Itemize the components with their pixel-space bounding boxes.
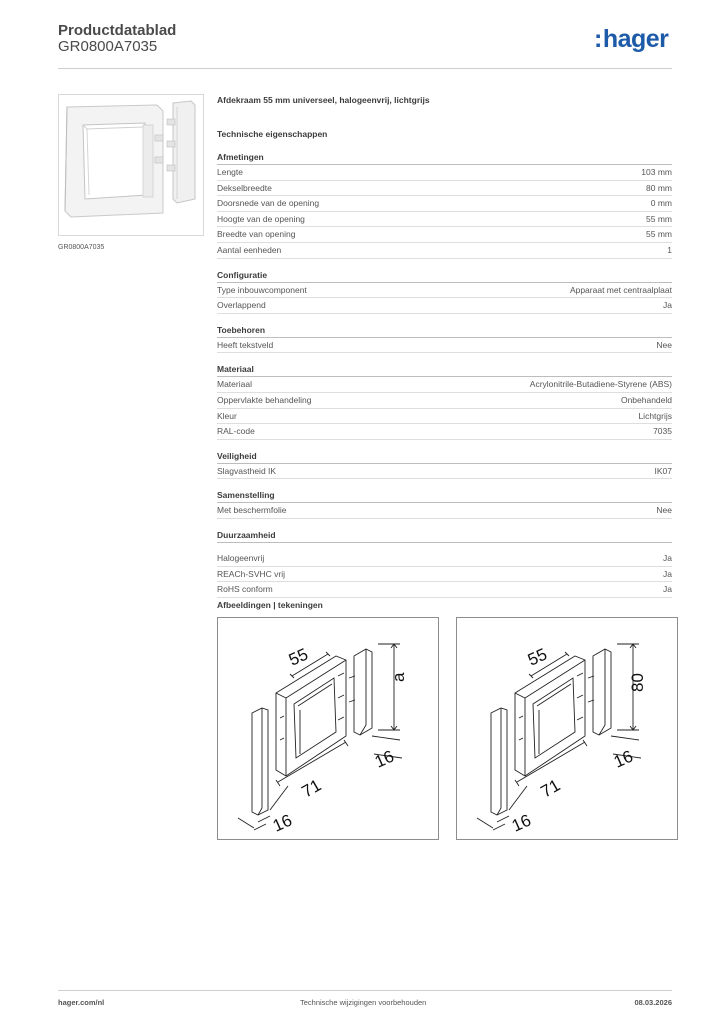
spec-label: RAL-code [217, 426, 255, 437]
spec-value: Lichtgrijs [638, 410, 672, 421]
spec-label: Materiaal [217, 379, 252, 390]
dimension-label: a [389, 672, 408, 682]
spec-row [217, 212, 672, 228]
spec-label: Kleur [217, 410, 237, 421]
spec-label: Type inbouwcomponent [217, 284, 307, 295]
dimension-label: 16 [508, 810, 534, 836]
spec-value: Nee [656, 339, 672, 350]
footer-divider [58, 990, 672, 991]
spec-value: 55 mm [646, 213, 672, 224]
section-materiaal [217, 363, 672, 439]
spec-label: Hoogte van de opening [217, 213, 305, 224]
spec-value: Ja [663, 568, 672, 579]
drawings-heading: Afbeeldingen | tekeningen [217, 600, 323, 610]
footer-date: 08.03.2026 [634, 998, 672, 1007]
frame-product-icon [59, 95, 203, 235]
spec-label: Overlappend [217, 300, 266, 311]
spec-value: Ja [663, 300, 672, 311]
spec-value: IK07 [654, 465, 672, 476]
spec-label: RoHS conform [217, 584, 273, 595]
section-toebehoren [217, 324, 672, 354]
footer-url[interactable]: hager.com/nl [58, 998, 105, 1007]
spec-label: Met beschermfolie [217, 505, 287, 516]
spec-label: Lengte [217, 167, 243, 177]
spec-label: Halogeenvrij [217, 552, 265, 563]
spec-value: 55 mm [646, 229, 672, 240]
spec-row [217, 227, 672, 243]
section-title: Materiaal [217, 363, 672, 377]
spec-label: Aantal eenheden [217, 244, 282, 255]
section-title: Duurzaamheid [217, 529, 672, 543]
spec-label: Slagvastheid IK [217, 465, 277, 476]
spec-label: Doorsnede van de opening [217, 198, 320, 209]
spec-label: Oppervlakte behandeling [217, 394, 312, 405]
page-title: Productdatablad [58, 22, 177, 39]
section-duurzaamheid [217, 529, 672, 598]
spec-row [217, 165, 672, 181]
section-title: Veiligheid [217, 450, 672, 464]
spec-row [217, 181, 672, 197]
dimension-label: 71 [537, 775, 564, 802]
spec-value: 80 mm [646, 182, 672, 193]
section-afmetingen [217, 151, 672, 259]
spec-row [217, 377, 672, 393]
spec-row [217, 503, 672, 519]
section-title: Toebehoren [217, 324, 672, 338]
dimension-label: 16 [269, 810, 295, 836]
spec-row [217, 567, 672, 583]
hager-logo: :hager [594, 25, 669, 53]
spec-value: Nee [656, 505, 672, 516]
spec-content [217, 95, 672, 598]
header-divider [58, 68, 672, 69]
product-description: Afdekraam 55 mm universeel, halogeenvrij, lichtgrijs [217, 95, 430, 105]
spec-value: Onbehandeld [620, 394, 672, 405]
spec-value: Acrylonitrile-Butadiene-Styrene (ABS) [529, 379, 672, 390]
spec-row [217, 551, 672, 567]
dimension-label: 16 [371, 746, 397, 772]
spec-row [217, 582, 672, 598]
spec-value: 103 mm [641, 167, 672, 177]
dimension-label: 55 [285, 644, 311, 670]
spec-row [217, 409, 672, 425]
frame-drawing-icon [457, 618, 677, 839]
spec-value: 7035 [653, 426, 672, 437]
spec-row [217, 464, 672, 480]
spec-row [217, 243, 672, 259]
spec-label: REACh-SVHC vrij [217, 568, 286, 579]
section-title: Configuratie [217, 269, 672, 283]
spec-row [217, 196, 672, 212]
section-title: Samenstelling [217, 489, 672, 503]
section-samenstelling [217, 489, 672, 519]
dimension-label: 16 [610, 746, 636, 772]
dimension-label: 55 [524, 644, 550, 670]
section-configuratie [217, 269, 672, 314]
spec-value: 1 [667, 244, 672, 255]
spec-value: 0 mm [650, 198, 672, 209]
spec-row [217, 393, 672, 409]
tech-heading: Technische eigenschappen [217, 129, 328, 139]
section-title: Afmetingen [217, 151, 672, 165]
technical-drawing [456, 617, 678, 840]
section-veiligheid [217, 450, 672, 480]
spec-label: Breedte van opening [217, 229, 296, 240]
product-image [58, 94, 204, 236]
frame-drawing-icon [218, 618, 438, 839]
spec-value: Ja [663, 552, 672, 563]
spec-label: Heeft tekstveld [217, 339, 274, 350]
spec-value: Apparaat met centraalplaat [569, 284, 672, 295]
spec-row [217, 283, 672, 299]
dimension-label: 71 [298, 775, 325, 802]
spec-label: Dekselbreedte [217, 182, 272, 193]
spec-value: Ja [663, 584, 672, 595]
spec-row [217, 298, 672, 314]
spec-row [217, 424, 672, 440]
footer-note: Technische wijzigingen voorbehouden [300, 998, 427, 1007]
product-code: GR0800A7035 [58, 38, 158, 55]
spec-row [217, 338, 672, 354]
technical-drawing [217, 617, 439, 840]
dimension-label: 80 [628, 673, 647, 692]
image-caption: GR0800A7035 [58, 244, 105, 251]
logo-text: hager [602, 25, 669, 53]
